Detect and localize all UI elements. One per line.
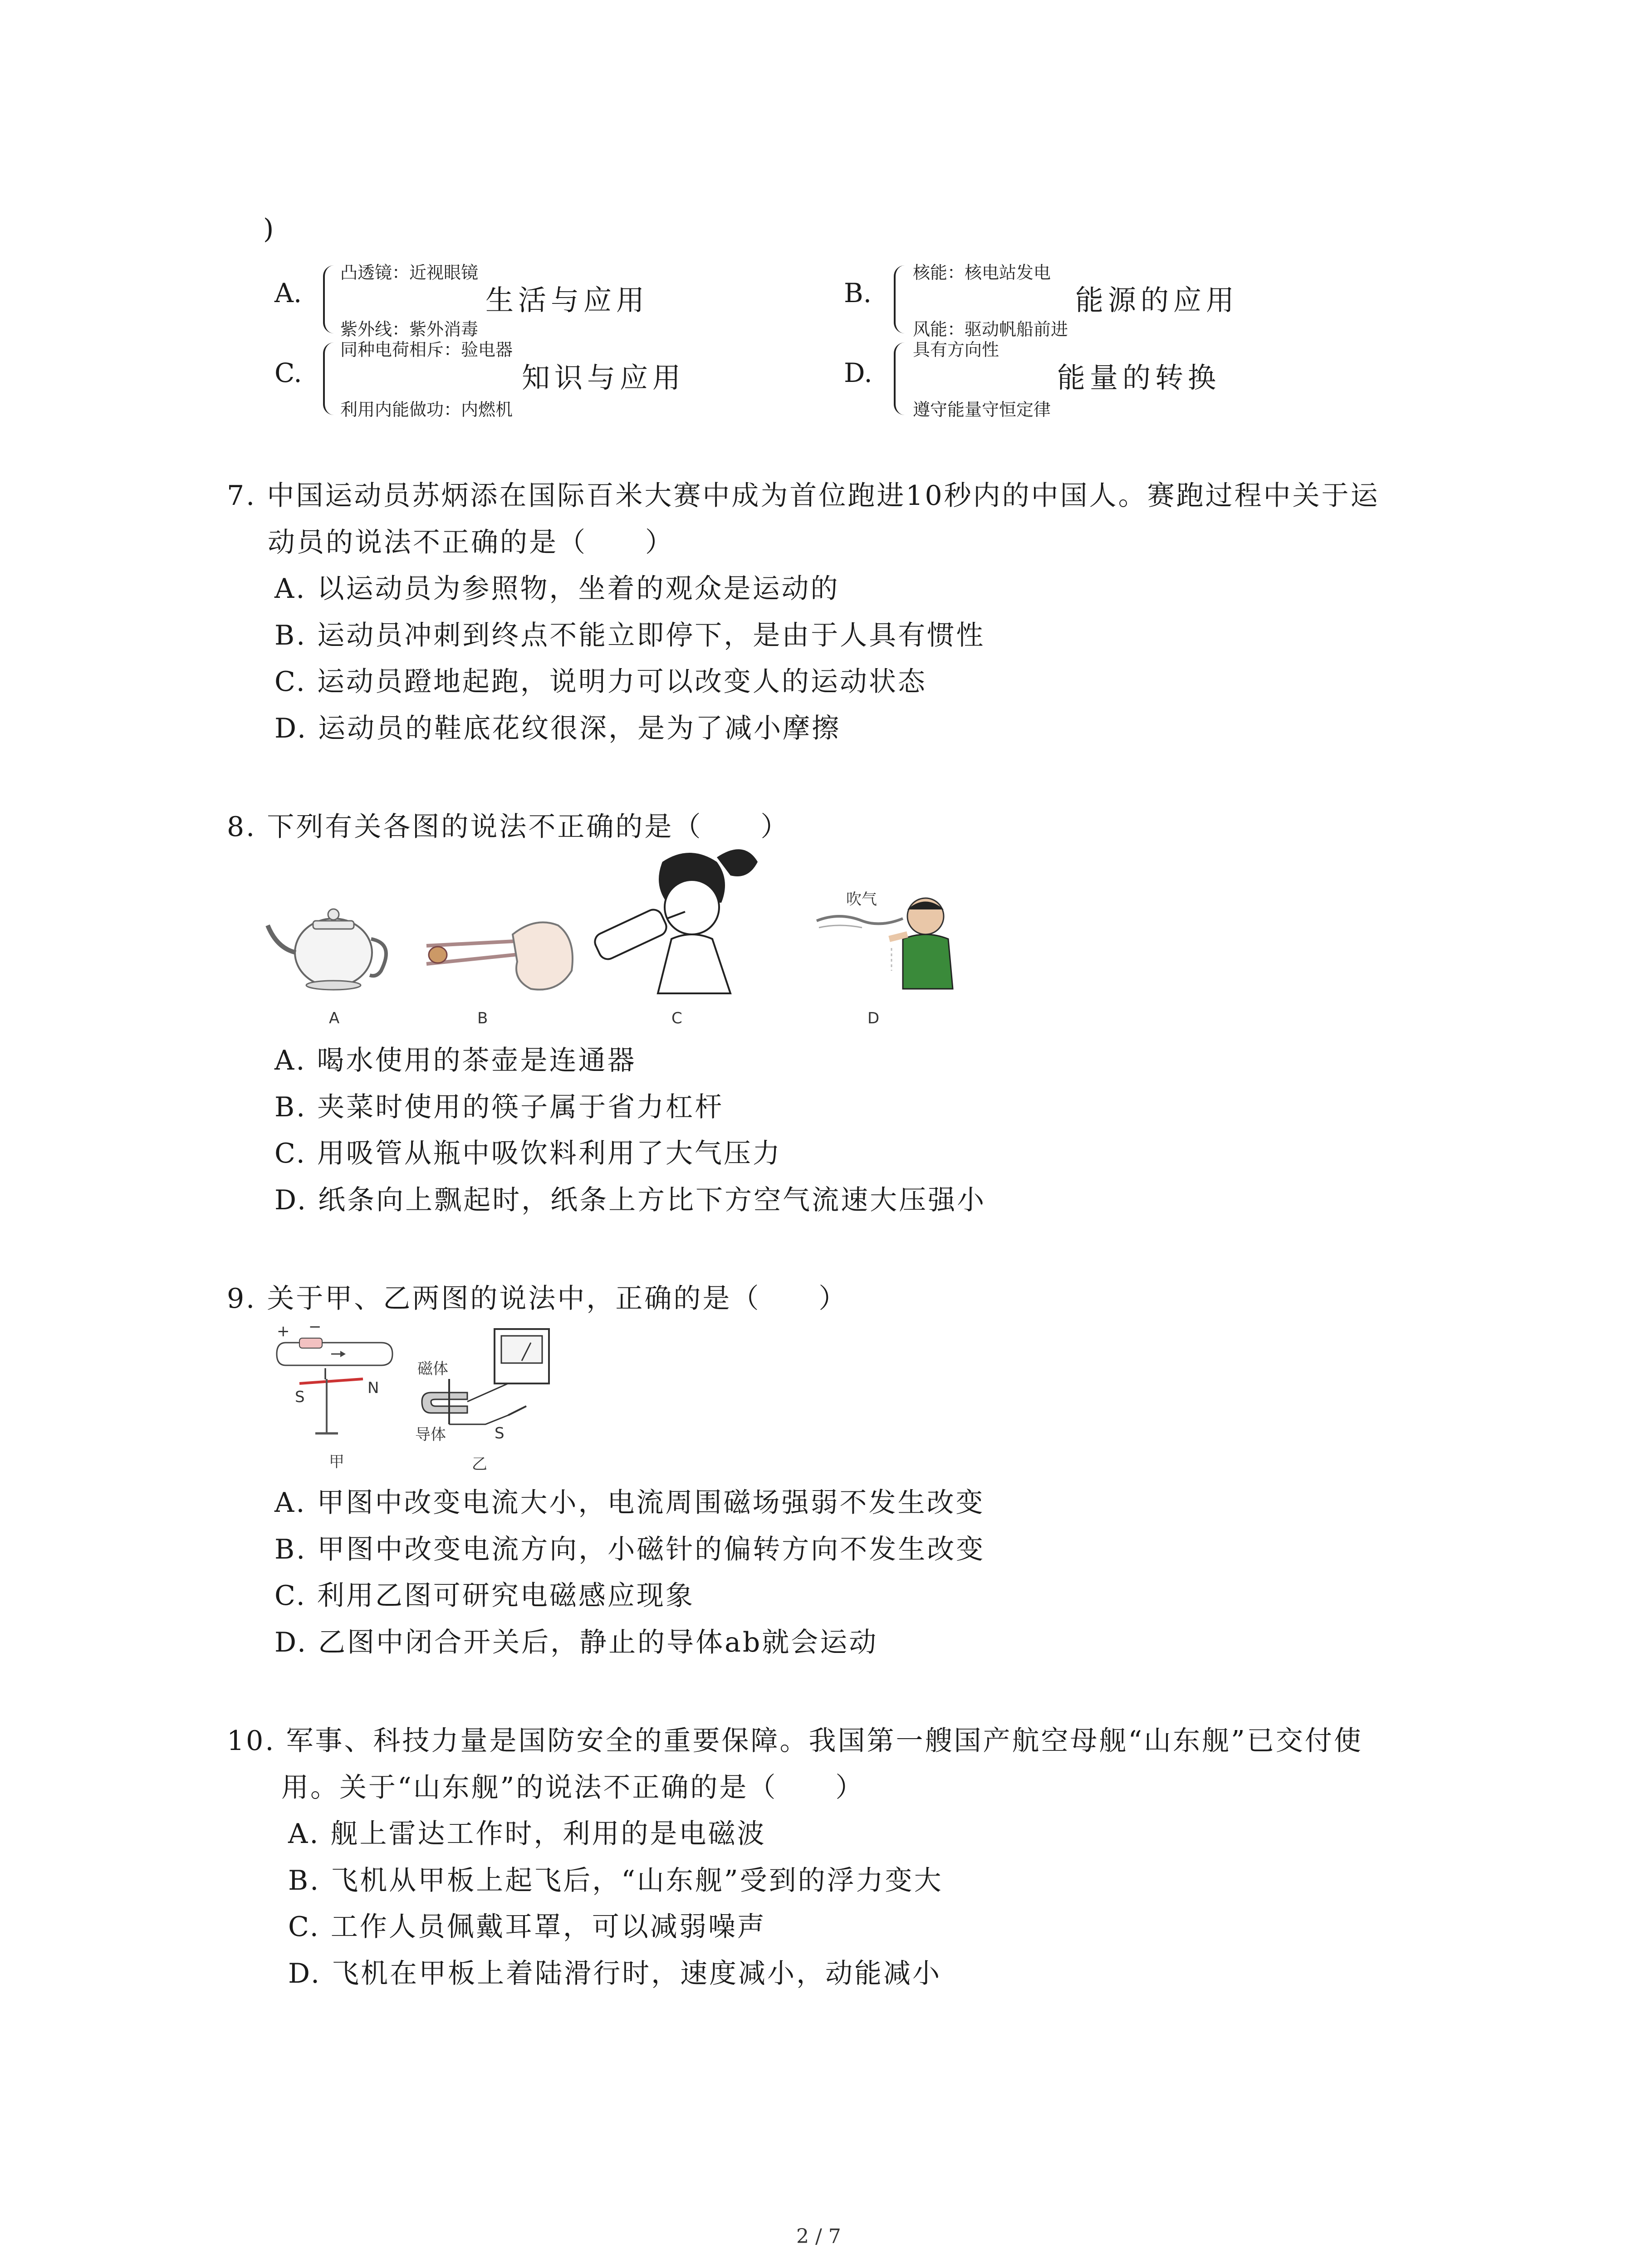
q7-option-d: D. 运动员的鞋底花纹很深，是为了减小摩擦 — [274, 713, 841, 744]
q6-option-d-letter: D. — [844, 357, 872, 388]
q6-option-c-top: 同种电荷相斥：验电器 — [340, 340, 513, 360]
page-number: 2 / 7 — [796, 2225, 841, 2248]
q8-figure-label-b: B — [477, 1009, 488, 1027]
q8-figure-label-d: D — [867, 1009, 880, 1027]
girl-drinking-figure — [576, 844, 776, 998]
q6-option-d-brace — [894, 342, 905, 415]
q6-option-b-bottom: 风能：驱动帆船前进 — [913, 319, 1068, 339]
q6-option-c-letter: C. — [274, 357, 302, 388]
q9-yi-label: 乙 — [472, 1455, 487, 1473]
q9-plus-label: + — [277, 1322, 290, 1340]
q6-option-d-bottom: 遵守能量守恒定律 — [913, 400, 1051, 420]
q10-stem-line1: 10. 军事、科技力量是国防安全的重要保障。我国第一艘国产航空母舰“山东舰”已交付使 — [227, 1725, 1363, 1757]
q6-option-a-bottom: 紫外线：紫外消毒 — [340, 319, 479, 339]
q6-option-c-bottom: 利用内能做功：内燃机 — [340, 400, 513, 420]
q6-option-c-brace — [323, 342, 334, 415]
q8-option-c: C. 用吸管从瓶中吸饮料利用了大气压力 — [274, 1138, 782, 1169]
q6-option-b-brace — [894, 265, 905, 333]
q6-option-a-caption: 生活与应用 — [485, 284, 649, 317]
q8-option-d: D. 纸条向上飘起时，纸条上方比下方空气流速大压强小 — [274, 1184, 986, 1216]
q9-south-label: S — [295, 1388, 305, 1406]
q9-switch-label: S — [495, 1424, 505, 1442]
blow-air-label: 吹气 — [846, 890, 877, 909]
q9-conductor-label: 导体 — [415, 1426, 446, 1444]
q10-option-a: A. 舰上雷达工作时，利用的是电磁波 — [288, 1818, 766, 1850]
q8-option-a: A. 喝水使用的茶壶是连通器 — [274, 1045, 637, 1076]
q9-jia-label: 甲 — [329, 1453, 344, 1471]
q9-north-label: N — [367, 1379, 379, 1397]
q10-stem-line2: 用。关于“山东舰”的说法不正确的是（ ） — [281, 1772, 865, 1804]
q6-option-a-brace — [323, 265, 334, 333]
q9-stem: 9. 关于甲、乙两图的说法中，正确的是（ ） — [227, 1283, 848, 1315]
q10-option-b: B. 飞机从甲板上起飞后，“山东舰”受到的浮力变大 — [288, 1865, 943, 1897]
q9-option-c: C. 利用乙图可研究电磁感应现象 — [274, 1580, 695, 1612]
q6-closing-paren: ) — [263, 213, 276, 245]
q6-option-b-caption: 能源的应用 — [1075, 284, 1239, 317]
q10-option-d: D. 飞机在甲板上着陆滑行时，速度减小，动能减小 — [288, 1958, 942, 1989]
q6-option-b-letter: B. — [844, 278, 872, 308]
q6-option-a-top: 凸透镜：近视眼镜 — [340, 263, 479, 283]
q7-option-a: A. 以运动员为参照物，坐着的观众是运动的 — [274, 573, 840, 605]
chopsticks-figure — [422, 907, 576, 998]
q7-option-b: B. 运动员冲刺到终点不能立即停下，是由于人具有惯性 — [274, 620, 985, 651]
q9-option-a: A. 甲图中改变电流大小，电流周围磁场强弱不发生改变 — [274, 1487, 985, 1519]
q6-option-d-top: 具有方向性 — [913, 340, 999, 360]
q8-figure-label-c: C — [671, 1009, 682, 1027]
q10-option-c: C. 工作人员佩戴耳罩，可以减弱噪声 — [288, 1911, 766, 1943]
boy-blowing-figure — [812, 885, 962, 998]
q7-option-c: C. 运动员蹬地起跑，说明力可以改变人的运动状态 — [274, 666, 927, 698]
q8-option-b: B. 夹菜时使用的筷子属于省力杠杆 — [274, 1091, 724, 1123]
q6-option-d-caption: 能量的转换 — [1057, 361, 1221, 394]
q7-stem-line1: 7. 中国运动员苏炳添在国际百米大赛中成为首位跑进10秒内的中国人。赛跑过程中关于运 — [227, 480, 1380, 512]
q9-current-label: I — [323, 1365, 328, 1383]
q6-option-b-top: 核能：核电站发电 — [913, 263, 1051, 283]
q9-option-b: B. 甲图中改变电流方向，小磁针的偏转方向不发生改变 — [274, 1534, 985, 1565]
oersted-experiment-figure — [272, 1329, 399, 1442]
q7-stem-line2: 动员的说法不正确的是（ ） — [268, 527, 674, 558]
q6-option-a-letter: A. — [274, 278, 302, 308]
q6-option-c-caption: 知识与应用 — [522, 361, 686, 394]
q8-stem: 8. 下列有关各图的说法不正确的是（ ） — [227, 811, 790, 843]
q8-figure-label-a: A — [329, 1009, 340, 1027]
teapot-figure — [263, 898, 399, 993]
q9-minus-label: − — [309, 1318, 322, 1336]
q9-magnet-label: 磁体 — [417, 1360, 448, 1378]
q9-option-d: D. 乙图中闭合开关后，静止的导体ab就会运动 — [274, 1627, 878, 1658]
